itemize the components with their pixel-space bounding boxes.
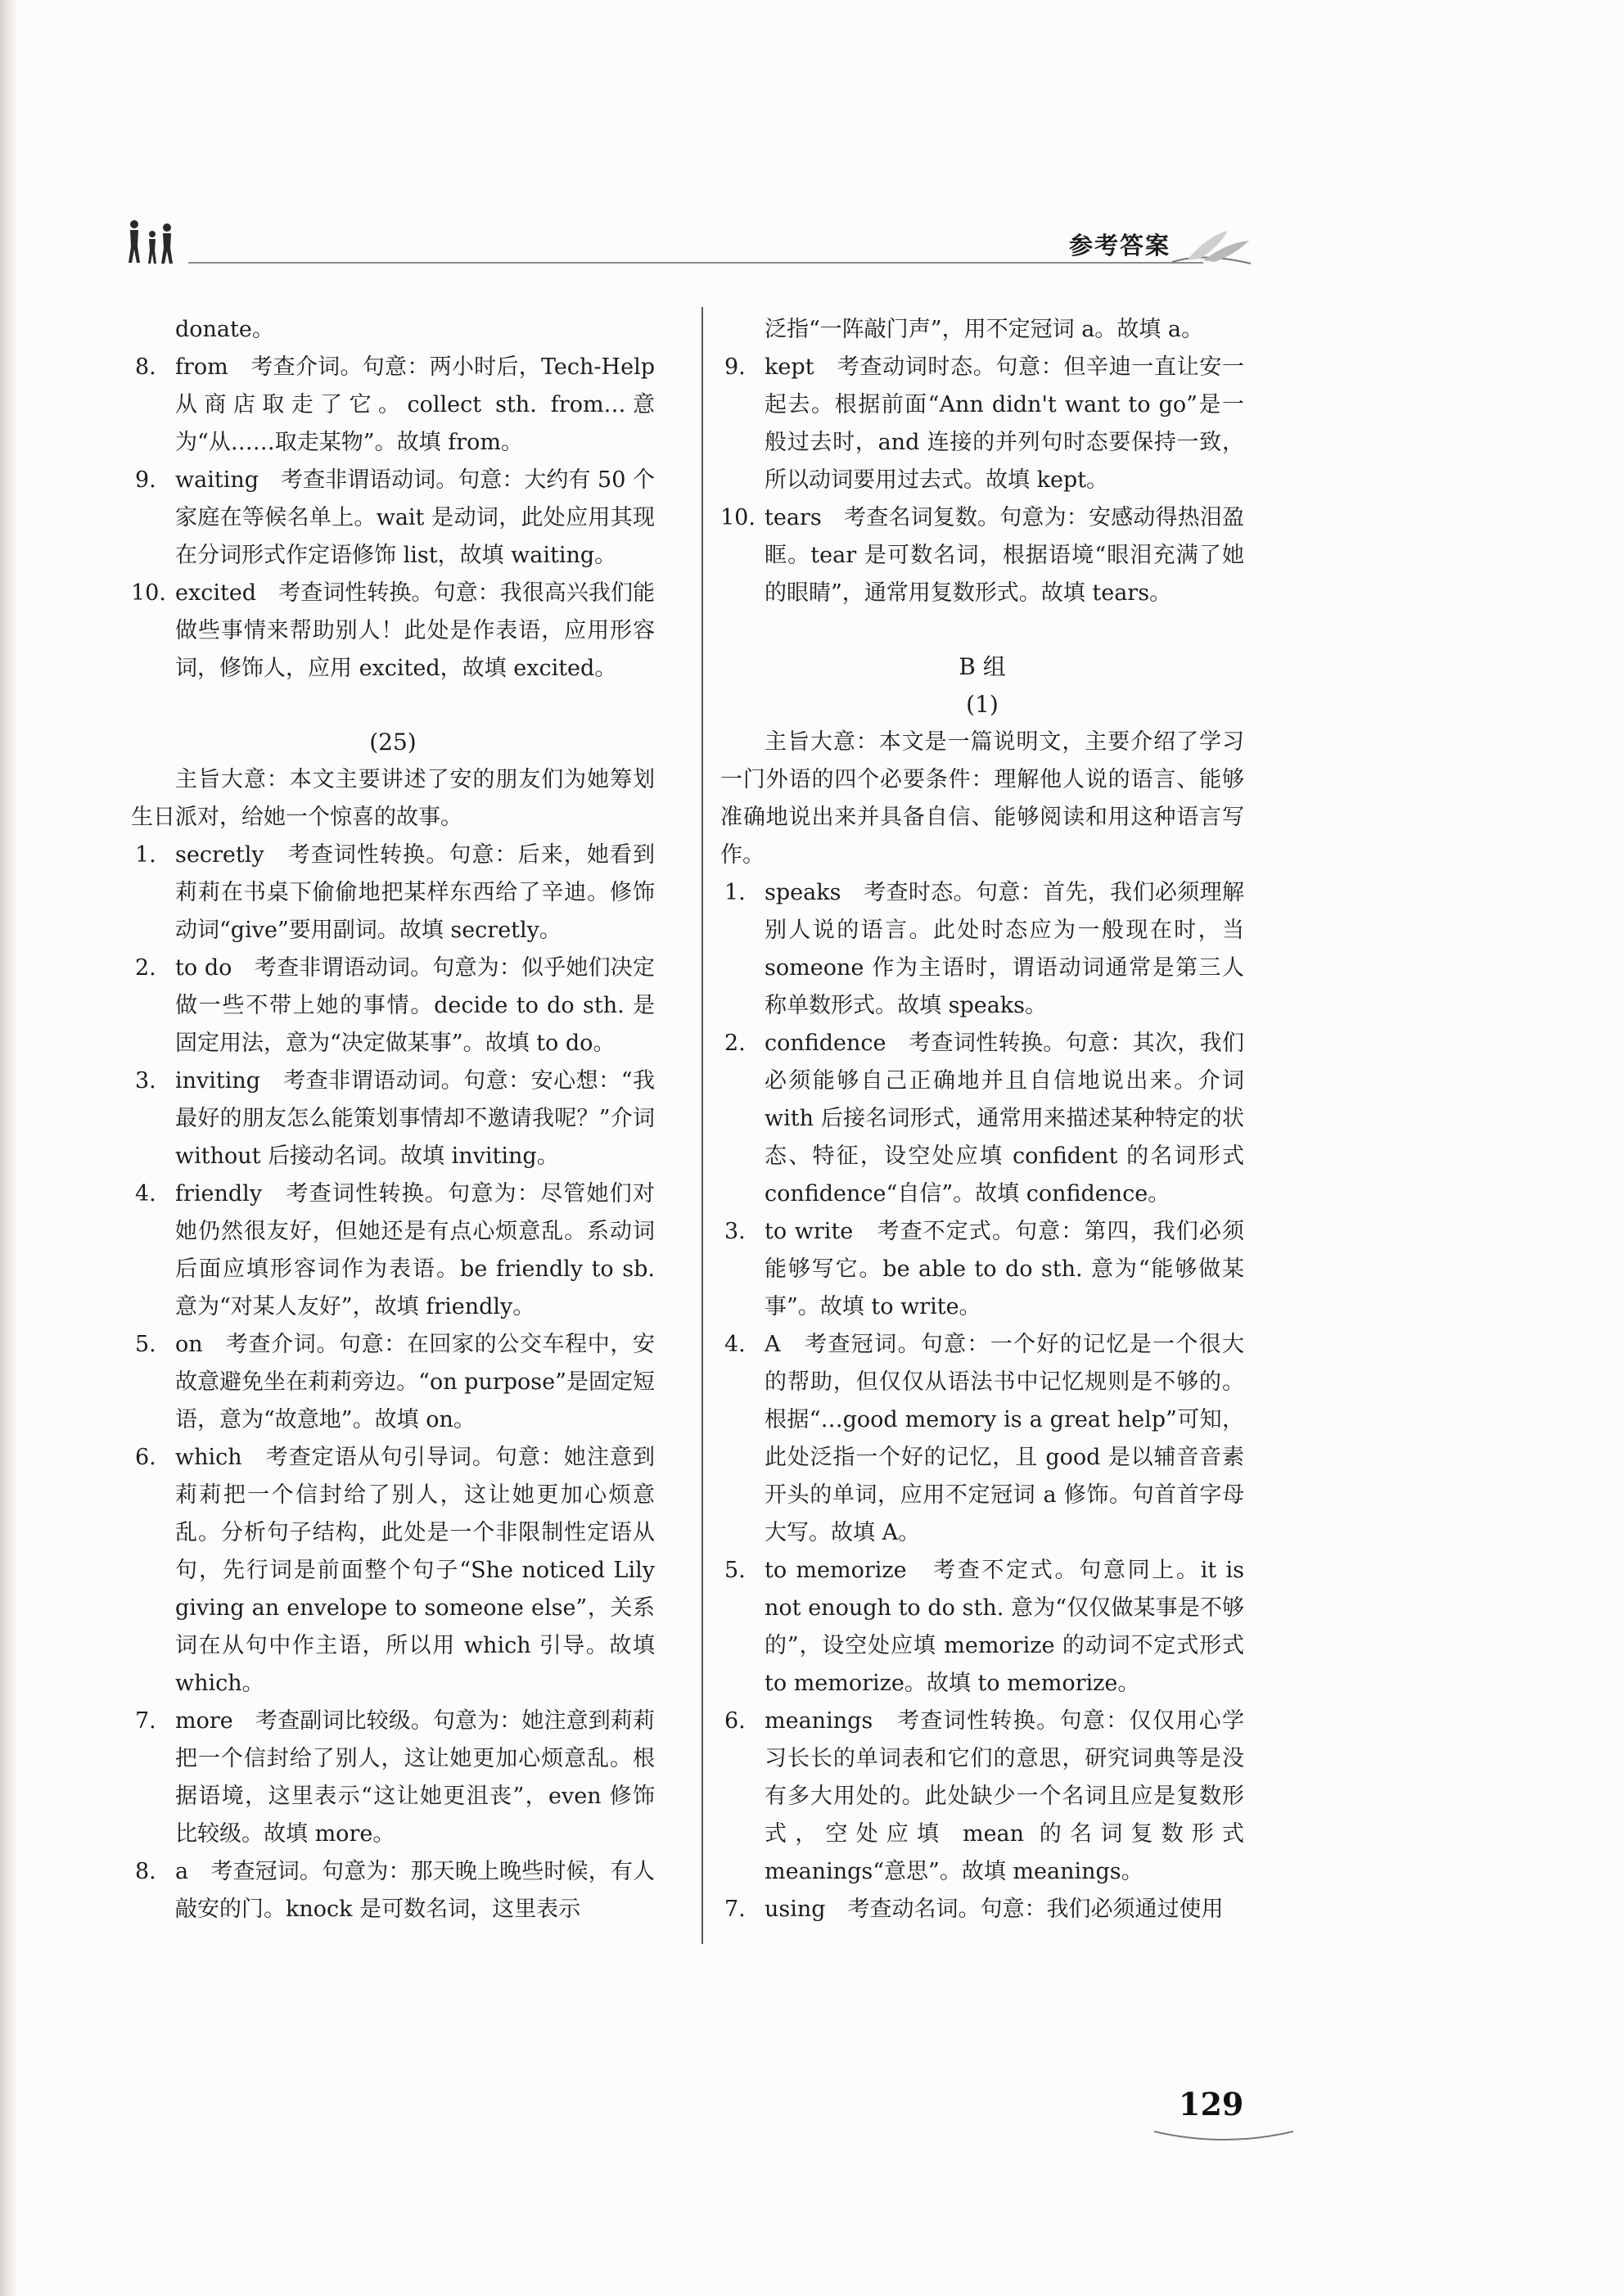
item-text: meanings 考查词性转换。句意：仅仅用心学习长长的单词表和它们的意思，研究词典等是没有多大用处的。此处缺少一个名词且应是复数形式，空处应填 mean 的名词复数形式 meanings“意思”。故填 meanings。 xyxy=(765,1708,1244,1884)
item-text: which 考查定语从句引导词。句意：她注意到莉莉把一个信封给了别人，这让她更加心烦意乱。分析句子结构，此处是一个非限制性定语从句，先行词是前面整个句子“She noticed Lily giving an envelope to someone else”，关系词在从句中作主语，所以用 which 引导。故填 which。 xyxy=(175,1445,655,1696)
answer-item xyxy=(720,1552,1244,1703)
item-number: 1. xyxy=(135,842,156,868)
answer-item xyxy=(131,1439,655,1703)
item-number: 5. xyxy=(724,1558,746,1583)
item-number: 8. xyxy=(135,354,156,380)
item-text: from 考查介词。句意：两小时后，Tech-Help从商店取走了它。collect sth. from…意为“从……取走某物”。故填 from。 xyxy=(175,354,655,455)
left-column xyxy=(131,311,655,1928)
answer-item xyxy=(131,1326,655,1439)
answer-item xyxy=(720,1891,1244,1928)
continued-text: donate。 xyxy=(175,317,274,342)
item-text: tears 考查名词复数。句意为：安感动得热泪盈眶。tear 是可数名词，根据语境“眼泪充满了她的眼睛”，通常用复数形式。故填 tears。 xyxy=(765,505,1244,606)
answer-item xyxy=(131,1062,655,1175)
item-number: 6. xyxy=(135,1445,156,1470)
item-number: 4. xyxy=(135,1181,156,1207)
item-number: 7. xyxy=(724,1897,746,1922)
item-number: 7. xyxy=(135,1708,156,1734)
summary-paragraph: 主旨大意：本文是一篇说明文，主要介绍了学习一门外语的四个必要条件：理解他人说的语言、能够准确地说出来并具备自信、能够阅读和用这种语言写作。 xyxy=(720,729,1244,868)
flourish-icon xyxy=(1154,2125,1293,2143)
page-edge-shadow xyxy=(0,0,18,2296)
item-text: using 考查动名词。句意：我们必须通过使用 xyxy=(765,1897,1224,1922)
answer-item xyxy=(131,1703,655,1853)
answer-item xyxy=(131,1175,655,1326)
item-number: 10. xyxy=(131,580,166,606)
answer-item xyxy=(131,837,655,950)
open-book-icon xyxy=(1171,228,1252,268)
right-column xyxy=(720,311,1244,1928)
item-text: on 考查介词。句意：在回家的公交车程中，安故意避免坐在莉莉旁边。“on purpose”是固定短语，意为“故意地”。故填 on。 xyxy=(175,1332,655,1432)
item-text: inviting 考查非谓语动词。句意：安心想：“我最好的朋友怎么能策划事情却不邀请我呢？”介词 without 后接动名词。故填 inviting。 xyxy=(175,1068,655,1169)
answer-item xyxy=(720,874,1244,1025)
item-text: to memorize 考查不定式。句意同上。it is not enough to do sth. 意为“仅仅做某事是不够的”，设空处应填 memorize 的动词不定式形式 to memorize。故填 to memorize。 xyxy=(765,1558,1244,1696)
summary-paragraph: 主旨大意：本文主要讲述了安的朋友们为她筹划生日派对，给她一个惊喜的故事。 xyxy=(131,767,655,830)
answer-item xyxy=(720,499,1244,612)
answer-item xyxy=(131,1853,655,1928)
answer-item xyxy=(720,1025,1244,1213)
item-text: a 考查冠词。句意为：那天晚上晚些时候，有人敲安的门。knock 是可数名词，这里表示 xyxy=(175,1859,655,1922)
item-number: 5. xyxy=(135,1332,156,1357)
answer-item xyxy=(131,462,655,575)
item-text: to do 考查非谓语动词。句意为：似乎她们决定做一些不带上她的事情。decide to do sth. 是固定用法，意为“决定做某事”。故填 to do。 xyxy=(175,955,655,1056)
page-number: 129 xyxy=(1179,2086,1244,2122)
item-number: 3. xyxy=(135,1068,156,1094)
item-number: 2. xyxy=(724,1031,746,1056)
answer-item xyxy=(131,349,655,462)
item-number: 2. xyxy=(135,955,156,981)
item-text: confidence 考查词性转换。句意：其次，我们必须能够自己正确地并且自信地说出来。介词 with 后接名词形式，通常用来描述某种特定的状态、特征，设空处应填 confident 的名词形式 confidence“自信”。故填 confidence。 xyxy=(765,1031,1244,1207)
group-title: B 组 xyxy=(959,653,1006,680)
walking-figures-icon xyxy=(123,216,188,267)
header-rule xyxy=(188,262,1203,264)
item-text: speaks 考查时态。句意：首先，我们必须理解别人说的语言。此处时态应为一般现在时，当 someone 作为主语时，谓语动词通常是第三人称单数形式。故填 speaks。 xyxy=(765,880,1244,1018)
item-number: 1. xyxy=(724,880,746,905)
answer-item xyxy=(131,950,655,1062)
item-text: secretly 考查词性转换。句意：后来，她看到莉莉在书桌下偷偷地把某样东西给了辛迪。修饰动词“give”要用副词。故填 secretly。 xyxy=(175,842,655,943)
item-text: to write 考查不定式。句意：第四，我们必须能够写它。be able to do sth. 意为“能够做某事”。故填 to write。 xyxy=(765,1219,1244,1319)
item-text: more 考查副词比较级。句意为：她注意到莉莉把一个信封给了别人，这让她更加心烦意乱。根据语境，这里表示“这让她更沮丧”，even 修饰比较级。故填 more。 xyxy=(175,1708,655,1847)
item-number: 8. xyxy=(135,1859,156,1884)
section-title: (1) xyxy=(966,691,999,718)
item-number: 10. xyxy=(720,505,756,530)
answer-item xyxy=(720,1326,1244,1552)
answer-item xyxy=(131,575,655,688)
item-number: 6. xyxy=(724,1708,746,1734)
answer-item xyxy=(720,349,1244,499)
item-number: 9. xyxy=(724,354,746,380)
header-title: 参考答案 xyxy=(1068,232,1171,259)
column-divider xyxy=(701,307,703,1944)
running-header xyxy=(123,214,1252,272)
item-text: excited 考查词性转换。句意：我很高兴我们能做些事情来帮助别人！此处是作表语，应用形容词，修饰人，应用 excited，故填 excited。 xyxy=(175,580,655,681)
item-number: 4. xyxy=(724,1332,746,1357)
answer-item xyxy=(720,1213,1244,1326)
item-text: A 考查冠词。句意：一个好的记忆是一个很大的帮助，但仅仅从语法书中记忆规则是不够的。根据“…good memory is a great help”可知，此处泛指一个好的记忆，且 good 是以辅音音素开头的单词，应用不定冠词 a 修饰。句首首字母大写。故填 A。 xyxy=(765,1332,1244,1545)
continued-text: 泛指“一阵敲门声”，用不定冠词 a。故填 a。 xyxy=(765,317,1203,342)
item-text: kept 考查动词时态。句意：但辛迪一直让安一起去。根据前面“Ann didn't want to go”是一般过去时，and 连接的并列句时态要保持一致，所以动词要用过去式。故填 kept。 xyxy=(765,354,1244,493)
item-text: waiting 考查非谓语动词。句意：大约有 50 个家庭在等候名单上。wait 是动词，此处应用其现在分词形式作定语修饰 list，故填 waiting。 xyxy=(175,467,655,568)
item-number: 9. xyxy=(135,467,156,493)
item-number: 3. xyxy=(724,1219,746,1244)
section-title: (25) xyxy=(369,728,417,756)
item-text: friendly 考查词性转换。句意为：尽管她们对她仍然很友好，但她还是有点心烦意乱。系动词后面应填形容词作为表语。be friendly to sb. 意为“对某人友好”，故填 friendly。 xyxy=(175,1181,655,1319)
answer-item xyxy=(720,1703,1244,1891)
